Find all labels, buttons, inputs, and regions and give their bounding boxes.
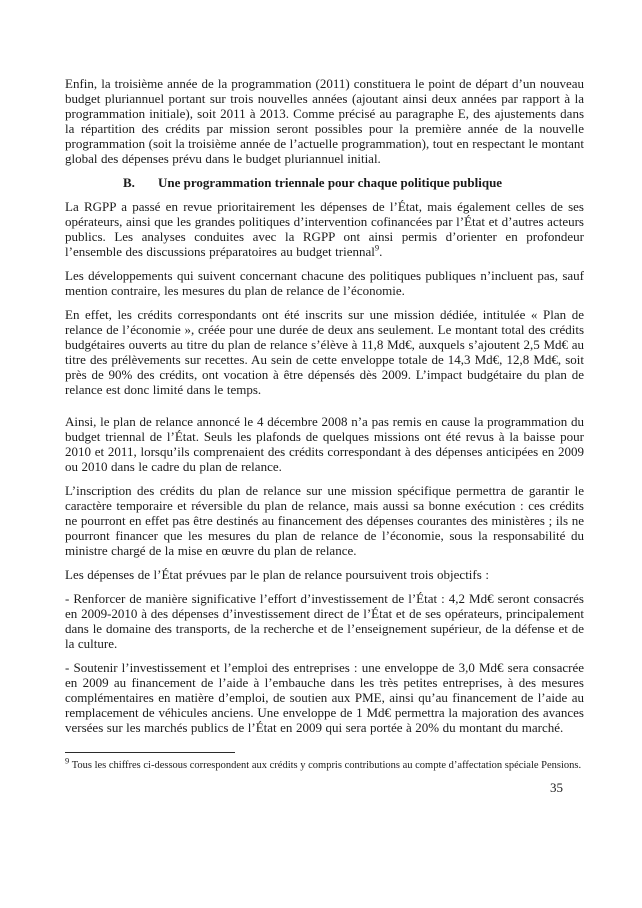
paragraph-inscription-credits: L’inscription des crédits du plan de relance sur une mission spécifique permettra de garantir le caractère temporaire et réversible du plan de relance, mais aussi sa bonne exécution : ces crédits ne pourront en effet pas être destinés au financement des dépenses courantes des ministères ; ils ne pourront financer que les mesures du plan de relance de l’économie, sous la responsabilité du ministre chargé de la mise en œuvre du plan de relance.: [65, 483, 584, 558]
paragraph-objectif-investissement: - Renforcer de manière significative l’effort d’investissement de l’État : 4,2 Md€ seront consacrés en 2009-2010 à des dépenses d’investissement direct de l’État et de ses opérateurs, principalement dans le domaine des transports, de la recherche et de l’enseignement supérieur, de la défense et de la culture.: [65, 591, 584, 651]
paragraph-budget-pluriannuel: Enfin, la troisième année de la programmation (2011) constituera le point de départ d’un nouveau budget pluriannuel portant sur trois nouvelles années (ajoutant ainsi deux années par rapport à la programmation initiale), soit 2011 à 2013. Comme précisé au paragraphe E, des ajustements dans la répartition des crédits par mission seront possibles pour la première année de la nouvelle programmation (soit la troisième année de l’actuelle programmation), tout en respectant le montant global des dépenses prévu dans le budget pluriannuel initial.: [65, 76, 584, 166]
page-number: 35: [550, 780, 563, 795]
footnote-9-text: Tous les chiffres ci-dessous correspondent aux crédits y compris contributions au compte d’affectation spéciale Pensions.: [71, 760, 582, 771]
footnote-separator: [65, 752, 235, 753]
paragraph-objectifs-intro: Les dépenses de l’État prévues par le plan de relance poursuivent trois objectifs :: [65, 567, 489, 582]
paragraph-mission-plan-relance: En effet, les crédits correspondants ont été inscrits sur une mission dédiée, intitulée « Plan de relance de l’économie », créée pour une durée de deux ans seulement. Le montant total des crédits budgétaires ouverts au titre du plan de relance s’élève à 11,8 Md€, auxquels s’ajoutent 2,5 Md€ au titre des prélèvements sur recettes. Au sein de cette enveloppe totale de 14,3 Md€, 12,8 Md€, soit près de 90% des crédits, ont vocation à être dépensés dès 2009. L’impact budgétaire du plan de relance est donc limité dans le temps.: [65, 307, 584, 397]
paragraph-plan-relance-2008: Ainsi, le plan de relance annoncé le 4 décembre 2008 n’a pas remis en cause la programmation du budget triennal de l’État. Seuls les plafonds de quelques missions ont été revus à la baisse pour 2010 et 2011, lorsqu’ils comprenaient des crédits correspondant à des dépenses anticipées en 2009 ou 2010 dans le cadre du plan de relance.: [65, 414, 584, 474]
paragraph-developpements: Les développements qui suivent concernant chacune des politiques publiques n’incluent pas, sauf mention contraire, les mesures du plan de relance de l’économie.: [65, 268, 584, 298]
section-heading: [123, 175, 584, 190]
paragraph-rgpp-text: La RGPP a passé en revue prioritairement les dépenses de l’État, mais également celles de ses opérateurs, ainsi que les grandes politiques d’intervention cofinancées par l’État et d’autres acteurs publics. Les analyses conduites avec la RGPP ont ainsi permis d’orienter en profondeur l’ensemble des discussions préparatoires au budget triennal: [65, 199, 584, 259]
footnote-9-marker: 9: [65, 755, 70, 766]
footnote-9: [65, 755, 584, 772]
footnote-area: [65, 752, 584, 772]
paragraph-rgpp-period: .: [379, 244, 383, 259]
paragraph-rgpp: [65, 199, 584, 259]
section-heading-number: B.: [123, 175, 135, 190]
paragraph-objectif-entreprises: - Soutenir l’investissement et l’emploi des entreprises : une enveloppe de 3,0 Md€ sera consacrée en 2009 au financement de l’aide à l’embauche dans les très petites entreprises, à des mesures complémentaires en matière d’emploi, de soutien aux PME, ainsi qu’au financement de l’aide au remplacement de véhicules anciens. Une enveloppe de 1 Md€ permettra la majoration des avances versées sur les marchés publics de l’État en 2009 qui sera portée à 20% du montant du marché.: [65, 660, 584, 735]
section-heading-title: Une programmation triennale pour chaque politique publique: [158, 175, 503, 190]
footnote-reference-9: 9: [374, 242, 380, 253]
